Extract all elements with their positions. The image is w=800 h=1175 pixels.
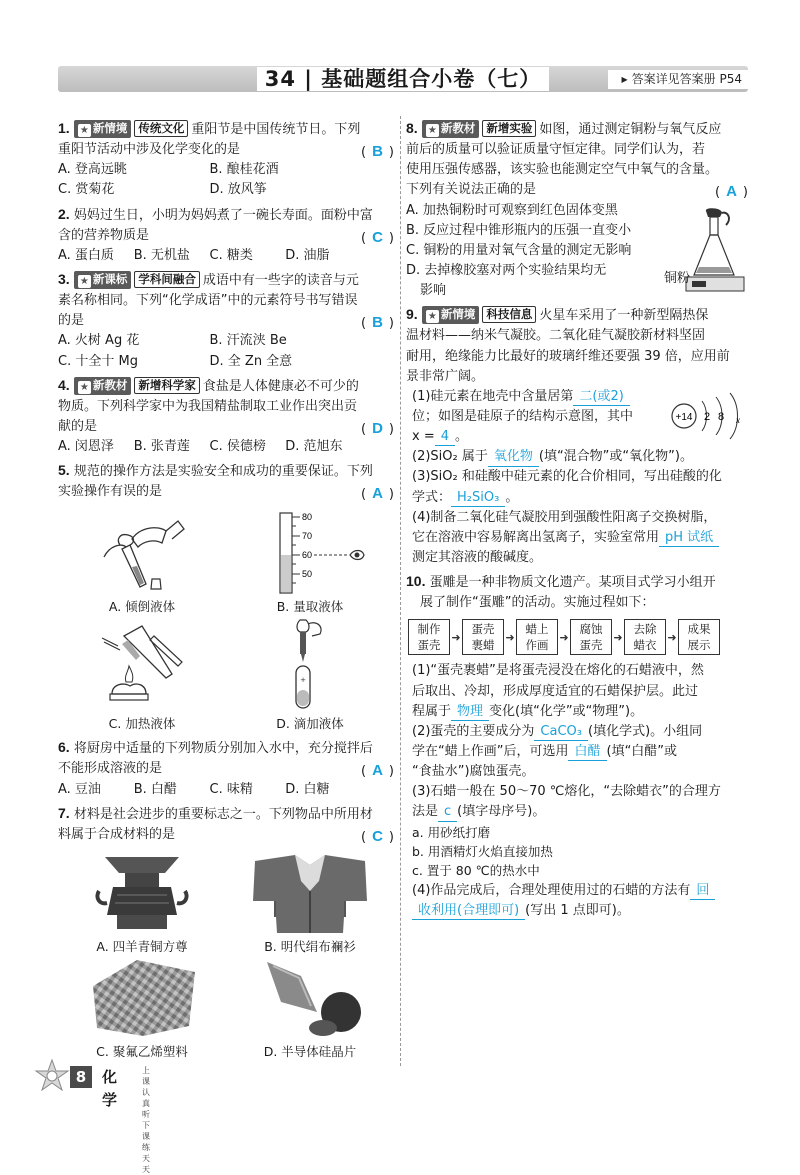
option-c: C. 十全十 Mg [58,353,138,369]
figure-caption: A. 倾倒液体 [108,598,176,614]
question-stem: 展了制作“蛋雕”的活动。实施过程如下： [420,595,655,611]
answer-bracket: ( B ) [361,314,394,332]
plastic-image [77,956,207,1040]
arrow-right-icon: ➜ [451,630,461,644]
question-stem: 食盐是人体健康必不可少的 [202,378,359,394]
figure-caption: A. 四羊青铜方尊 [96,938,188,954]
answer-reference: ▶ 答案详见答案册 P54 [608,70,748,89]
fill-answer: 氧化物 [488,449,539,466]
tag-new-textbook: ★ 新教材 [74,377,132,395]
question-stem: 成语中有一些字的读音与元 [202,272,359,288]
question-stem: 重阳节活动中涉及化学变化的是 [58,142,241,158]
question-stem: 物质。下列科学家中为我国精盐制取工业作出突出贡 [58,398,358,414]
answer-bracket: ( A ) [361,762,394,780]
question-9: 9. ★ 新情境 科技信息 火星车采用了一种新型隔热保 温材料——纳米气凝胶。二氧化硅气凝胶新材料坚固 耐用，绝缘能力比最好的玻璃纤维还要强 39 倍，应用前 景非常广阔。 (1)硅元素在地壳中含量居第 二(或2) 位；如图是硅原子的结构示意图，其中 x = 4 。 +14 2 8 x (2)SiO₂ 属于 氧化物 (填“混合物”或“氧化物”)。 (3)SiO₂ 和硅酸中硅元素的化合价相同，写出硅酸的化 学式： H₂SiO₃ 。 (4)制备二氧化硅气凝胶用到强酸性阳离子交换树脂， 它在溶液中容易解离出氢离子，实验室常用 pH 试纸 测定其溶液的酸碱度。 [406,304,748,568]
figure-caption: D. 半导体硅晶片 [263,1044,357,1060]
question-number: 4. [58,376,70,393]
option-c: C. 糖类 [209,247,253,263]
arrow-right-icon: ➜ [559,630,569,644]
answer-value: B [372,143,383,161]
question-number: 10. [406,573,426,590]
option-c: C. 侯德榜 [209,439,266,455]
question-stem: 温材料——纳米气凝胶。二氧化硅气凝胶新材料坚固 [406,328,706,344]
question-stem: 素名称相同。下列“化学成语”中的元素符号书写错误 [58,293,358,309]
answer-bracket: ( C ) [361,827,394,845]
option-a: A. 加热铜粉时可观察到红色固体变黑 [406,202,618,218]
fill-answer: pH 试纸 [659,530,719,547]
cylinder-mark: 50 [302,568,313,579]
star-icon: ★ [426,310,439,323]
question-stem: 景非常广阔。 [406,368,485,384]
fill-answer: 回 [690,883,715,900]
flow-step: 蛋壳 裹蜡 [462,619,504,655]
question-number: 1. [58,120,70,136]
question-2 [58,204,394,266]
pouring-liquid-illustration [82,509,202,595]
question-stem: 料属于合成材料的是 [58,826,176,842]
tag-new-context: ★ 新情境 [74,120,132,138]
process-flowchart [408,619,748,655]
bronze-vessel-image [77,851,207,935]
option-b: B. 酿桂花酒 [209,162,279,178]
question-stem: 重阳节是中国传统节日。下列 [191,122,361,137]
question-stem: 不能形成溶液的是 [58,761,163,777]
fill-answer: H₂SiO₃ [451,490,505,507]
copper-powder-label: 铜粉 [663,270,690,286]
question-number: 3. [58,270,70,287]
answer-bracket: ( B ) [361,143,394,161]
question-stem: 将厨房中适量的下列物质分别加入水中，充分搅拌后 [73,741,373,757]
answer-value: D [372,419,383,437]
answer-bracket: ( A ) [715,183,748,201]
question-stem: 下列有关说法正确的是 [406,182,537,198]
silicon-wafer-image [245,956,375,1040]
question-stem: 蛋雕是一种非物质文化遗产。某项目式学习小组开 [429,575,716,591]
tag-topic: 新增科学家 [134,377,200,394]
option-a: A. 豆油 [58,781,101,797]
question-3 [58,269,394,372]
question-stem: 含的营养物质是 [58,227,150,243]
star-icon: ★ [426,124,439,137]
star-logo-icon [34,1058,70,1094]
question-stem: 献的是 [58,418,98,434]
tag-topic: 科技信息 [482,306,536,323]
answer-value: B [372,314,383,332]
q8-body [406,201,748,302]
question-stem: 前后的质量可以验证质量守恒定律。同学们认为，若 [406,142,706,158]
page-header [58,66,748,92]
cylinder-mark: 60 [302,549,313,560]
flow-step: 腐蚀 蛋壳 [570,619,612,655]
answer-value: C [372,827,383,845]
cylinder-mark: 80 [302,511,313,522]
option-b: B. 白醋 [133,781,177,797]
option-b: B. 反应过程中锥形瓶内的压强一直变小 [406,222,632,238]
fill-answer: c [438,804,457,821]
measuring-cylinder-illustration [250,509,370,595]
svg-text:+: + [300,675,306,684]
options [58,331,361,371]
right-column [406,118,748,924]
tag-topic: 学科间融合 [134,271,200,288]
tag-topic: 新增实验 [482,120,536,137]
option-a: A. 蛋白质 [58,247,114,263]
fill-answer: 物理 [451,704,489,721]
star-icon: ★ [78,381,91,394]
answer-value: A [372,762,383,780]
question-6 [58,737,394,799]
option-a: A. 闵恩泽 [58,439,114,455]
question-10: 10. 蛋雕是一种非物质文化遗产。某项目式学习小组开 展了制作“蛋雕”的活动。实施过程如下： 制作 蛋壳 ➜ 蛋壳 裹蜡 ➜ 蜡上 作画 ➜ 腐蚀 蛋壳 ➜ 去除 蜡衣 ➜ 成果 展示 (1)“蛋壳裹蜡”是将蛋壳浸没在熔化的石蜡液中，然 后取出、冷却，形成厚度适宜的石蜡保护层。此过 程属于 物理 变化(填“化学”或“物理”)。 (2)蛋壳的主要成分为 CaCO₃ (填化学式)。小组同 学在“蜡上作画”后，可选用 白醋 (填“白醋”或 “食盐水”)腐蚀蛋壳。 (3)石蜡一般在 50～70 ℃熔化，“去除蜡衣”的合理方 法是 c (填字母序号)。 a. 用砂纸打磨 b. 用酒精灯火焰直接加热 c. 置于 80 ℃的热水中 (4)作品完成后，合理处理使用过的石蜡的方法有 回 收利用(合理即可) (写出 1 点即可)。 [406,571,748,921]
options [58,437,361,457]
figure-caption: D. 滴加液体 [276,715,344,731]
question-5 [58,460,394,733]
answer-bracket: ( A ) [361,485,394,503]
column-divider [400,116,401,1066]
option-a: A. 火树 Ag 花 [58,333,140,349]
heating-liquid-illustration [82,616,202,712]
question-number: 9. [406,306,418,323]
cylinder-mark: 70 [302,530,313,541]
flow-step: 去除 蜡衣 [624,619,666,655]
electron-shell-1: 2 [703,410,711,423]
question-4 [58,375,394,458]
question-7 [58,803,394,1062]
figure-silk-robe [226,851,394,956]
option-b: B. 无机盐 [133,247,190,263]
fill-answer: 收利用(合理即可) [412,903,525,920]
fill-answer: CaCO₃ [534,724,588,741]
page-title: 34 | 基础题组合小卷（七） [58,63,748,96]
question-number: 6. [58,739,70,756]
figure-plastic [58,956,226,1061]
star-icon: ★ [78,275,91,288]
question-stem: 实验操作有误的是 [58,484,163,500]
dropping-liquid-illustration [250,616,370,712]
material-figures [58,851,394,1062]
method-option-a: a. 用砂纸打磨 [412,824,491,840]
fill-answer: 4 [435,429,455,446]
fill-answer: 二(或2) [573,389,629,406]
figure-dropping-liquid [226,616,394,733]
options [58,780,361,800]
question-8 [406,118,748,301]
star-icon: ★ [78,124,91,137]
options [58,246,361,266]
electron-shell-2: 8 [717,410,725,423]
left-column [58,118,394,1066]
option-d: D. 油脂 [285,247,330,263]
question-stem: 如图，通过测定铜粉与氧气反应 [539,122,722,137]
figure-heating-liquid [58,616,226,733]
question-stem: 妈妈过生日，小明为妈妈煮了一碗长寿面。面粉中富 [73,207,373,223]
question-number: 5. [58,462,70,479]
options [58,160,361,200]
method-option-b: b. 用酒精灯火焰直接加热 [412,843,553,859]
figure-caption: C. 聚氟乙烯塑料 [96,1044,188,1060]
option-b: B. 汗流浃 Be [209,333,287,349]
question-stem: 材料是社会进步的重要标志之一。下列物品中所用材 [73,806,373,822]
tag-new-textbook: ★ 新教材 [422,120,480,138]
question-number: 8. [406,120,418,136]
silk-robe-image [245,851,375,935]
arrow-right-icon: ➜ [613,630,623,644]
method-option-c: c. 置于 80 ℃的热水中 [412,863,540,879]
question-stem: 的是 [58,313,85,329]
option-a: A. 登高远眺 [58,162,127,178]
question-number: 7. [58,804,70,821]
option-c: C. 味精 [209,781,253,797]
flow-step: 成果 展示 [678,619,720,655]
option-d: D. 白糖 [285,781,330,797]
figure-caption: C. 加热液体 [108,715,176,731]
figure-caption: B. 量取液体 [276,598,344,614]
option-d: D. 放风筝 [209,182,267,198]
tag-topic: 传统文化 [134,120,188,137]
figure-caption: B. 明代绢布襕衫 [264,938,356,954]
arrow-right-icon: ➜ [505,630,515,644]
flow-step: 制作 蛋壳 [408,619,450,655]
silicon-atom-diagram [670,391,748,448]
tag-new-curriculum: ★ 新课标 [74,271,132,289]
nucleus-charge: +14 [675,411,693,423]
flask-balance-illustration [682,207,748,299]
figure-bronze-vessel [58,851,226,956]
option-c: C. 赏菊花 [58,182,115,198]
figure-silicon-wafer [226,956,394,1061]
answer-value: A [372,485,383,503]
arrow-right-icon: ➜ [667,630,677,644]
question-1 [58,118,394,201]
question-stem: 火星车采用了一种新型隔热保 [539,308,709,324]
figure-pouring-liquid [58,509,226,616]
question-stem: 规范的操作方法是实验安全和成功的重要保证。下列 [73,464,373,480]
option-d: D. 全 Zn 全意 [209,353,293,369]
flow-step: 蜡上 作画 [516,619,558,655]
page-number: 8 [70,1066,92,1088]
answer-value: A [726,183,737,201]
figure-measuring-liquid [226,509,394,616]
tag-new-context: ★ 新情境 [422,306,480,324]
question-stem: 耐用，绝缘能力比最好的玻璃纤维还要强 39 倍，应用前 [406,348,730,364]
answer-bracket: ( C ) [361,228,394,246]
option-c: C. 铜粉的用量对氧气含量的测定无影响 [406,242,632,258]
option-d: D. 去掉橡胶塞对两个实验结果均无 [406,262,607,278]
electron-shell-3: x [736,414,740,425]
question-stem: 使用压强传感器，该实验也能测定空气中氧气的含量。 [406,162,719,178]
option-d-continued: 影响 [420,283,447,299]
operation-figures [58,509,394,734]
subject-label: 化学 [102,1068,118,1110]
fill-answer: 白醋 [568,744,606,761]
footer-slogan: 上课认真听 下课练天天 [142,1066,150,1174]
option-b: B. 张青莲 [133,439,190,455]
answer-bracket: ( D ) [361,419,394,437]
atom-structure-illustration [670,391,748,441]
q9-part1: (1)硅元素在地壳中含量居第 二(或2) 位；如图是硅原子的结构示意图，其中 x = 4 。 +14 2 8 x [406,387,748,447]
answer-value: C [372,228,383,246]
option-d: D. 范旭东 [285,439,343,455]
question-number: 2. [58,205,70,222]
